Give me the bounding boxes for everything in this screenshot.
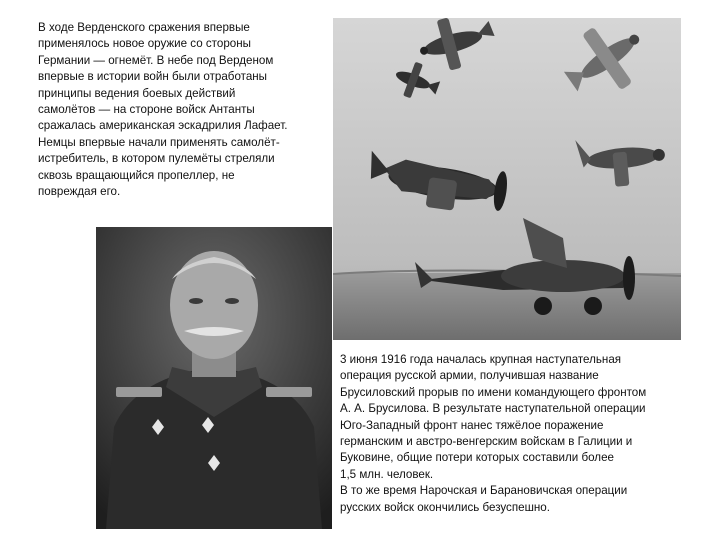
intro-line: применялось новое оружие со стороны	[38, 37, 251, 51]
intro-line: самолётов — на стороне войск Антанты	[38, 103, 255, 117]
text-line: Брусиловский прорыв по имени командующего фронтом	[340, 385, 647, 399]
intro-line: впервые в истории войн были отработаны	[38, 70, 268, 84]
text-line: русских войск окончились безуспешно.	[340, 500, 550, 514]
intro-line: сражалась американская эскадрилия Лафает.	[38, 119, 288, 133]
intro-text-block	[38, 20, 322, 200]
paragraph-1	[340, 352, 686, 483]
text-line: операция русской армии, получившая название	[340, 369, 599, 383]
paragraph-2	[340, 483, 686, 516]
intro-line: сквозь вращающийся пропеллер, не	[38, 168, 235, 182]
fighter-planes-photo	[333, 18, 681, 340]
text-line: В то же время Нарочская и Барановичская операции	[340, 484, 628, 498]
intro-line: повреждая его.	[38, 185, 121, 199]
text-line: Юго-Западный фронт нанес тяжёлое поражение	[340, 418, 604, 432]
text-line: Буковине, общие потери которых составили более	[340, 451, 614, 465]
text-line: германским и австро-венгерским войскам в Галиции и	[340, 435, 633, 449]
intro-line: Немцы впервые начали применять самолёт-	[38, 135, 280, 149]
intro-line: Германии — огнемёт. В небе под Верденом	[38, 53, 274, 67]
intro-line: принципы ведения боевых действий	[38, 86, 236, 100]
brusilov-text-block	[340, 352, 686, 516]
brusilov-portrait-photo	[96, 227, 332, 529]
text-line: 3 июня 1916 года началась крупная наступательная	[340, 353, 622, 366]
portrait-illustration	[96, 227, 332, 529]
intro-line: истребитель, в котором пулемёты стреляли	[38, 152, 275, 166]
intro-line: В ходе Верденского сражения впервые	[38, 21, 250, 34]
planes-illustration	[333, 18, 681, 340]
text-line: А. А. Брусилова. В результате наступательной операции	[340, 402, 646, 416]
text-line: 1,5 млн. человек.	[340, 467, 434, 481]
